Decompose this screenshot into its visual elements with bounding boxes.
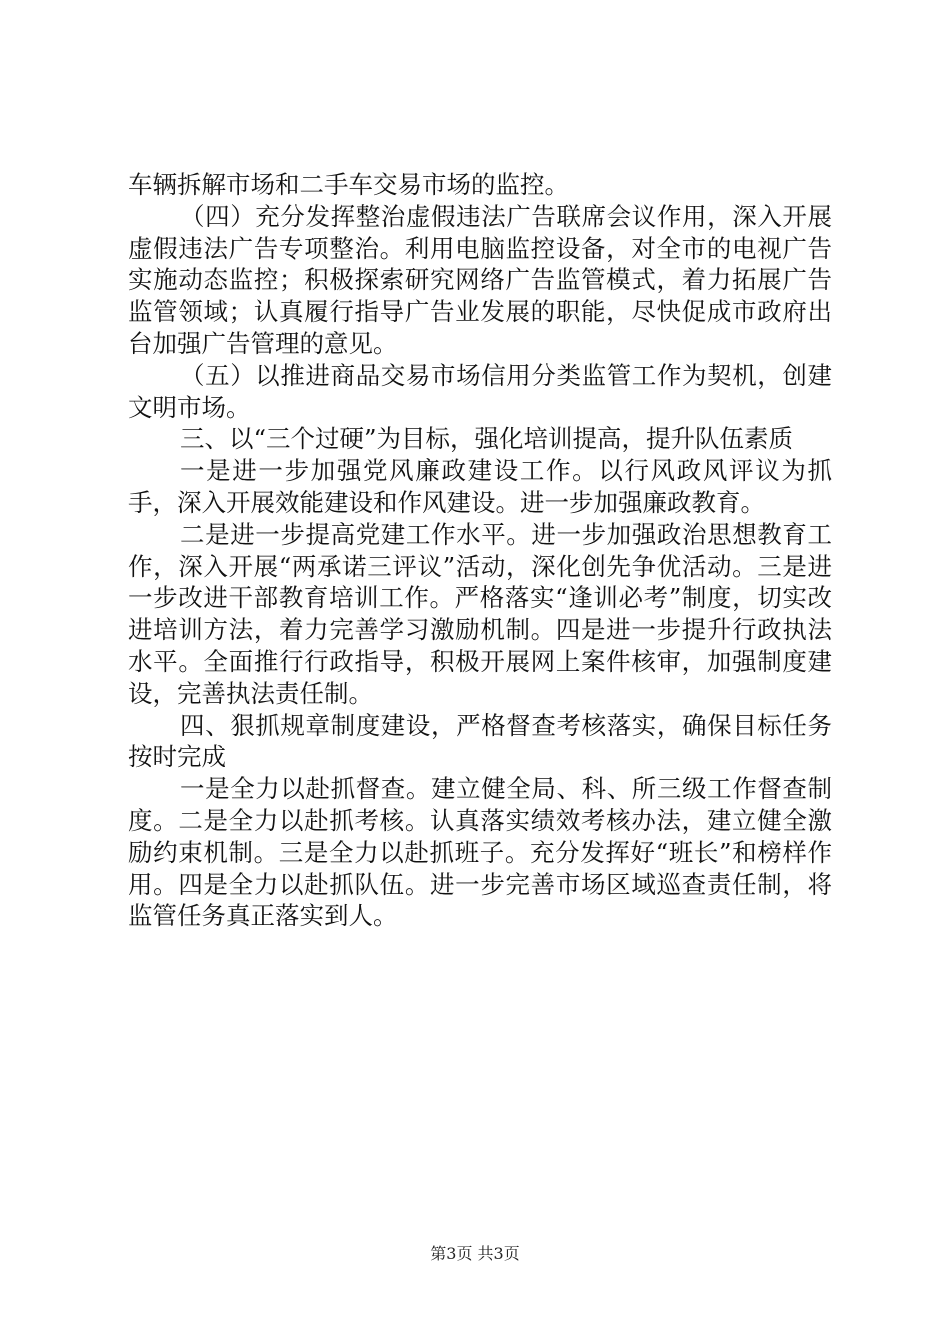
paragraph-2: （四）充分发挥整治虚假违法广告联席会议作用，深入开展虚假违法广告专项整治。利用电脑监控设备，对全市的电视广告实施动态监控；积极探索研究网络广告监管模式，着力拓展广告监管领域；认真履行指导广告业发展的职能，尽快促成市政府出台加强广告管理的意见。 [128,201,832,358]
paragraph-8: 一是全力以赴抓督查。建立健全局、科、所三级工作督查制度。二是全力以赴抓考核。认真落实绩效考核办法，建立健全激励约束机制。三是全力以赴抓班子。充分发挥好“班长”和榜样作用。四是全力以赴抓队伍。进一步完善市场区域巡查责任制，将监管任务真正落实到人。 [128,774,832,931]
paragraph-5: 一是进一步加强党风廉政建设工作。以行风政风评议为抓手，深入开展效能建设和作风建设。进一步加强廉政教育。 [128,456,832,517]
document-body [128,169,832,932]
paragraph-3: （五）以推进商品交易市场信用分类监管工作为契机，创建文明市场。 [128,360,832,422]
page-footer [0,1244,950,1264]
page-number: 第3页 共3页 [430,1244,520,1263]
paragraph-6: 二是进一步提高党建工作水平。进一步加强政治思想教育工作，深入开展“两承诺三评议”活动，深化创先争优活动。三是进一步改进干部教育培训工作。严格落实“逢训必考”制度，切实改进培训方法，着力完善学习激励机制。四是进一步提升行政执法水平。全面推行行政指导，积极开展网上案件核审，加强制度建设，完善执法责任制。 [128,519,832,708]
section-heading-4: 四、狠抓规章制度建设，严格督查考核落实，确保目标任务按时完成 [128,710,832,772]
paragraph-1: 车辆拆解市场和二手车交易市场的监控。 [128,170,569,199]
section-heading-3: 三、以“三个过硬”为目标，强化培训提高，提升队伍素质 [180,424,794,454]
